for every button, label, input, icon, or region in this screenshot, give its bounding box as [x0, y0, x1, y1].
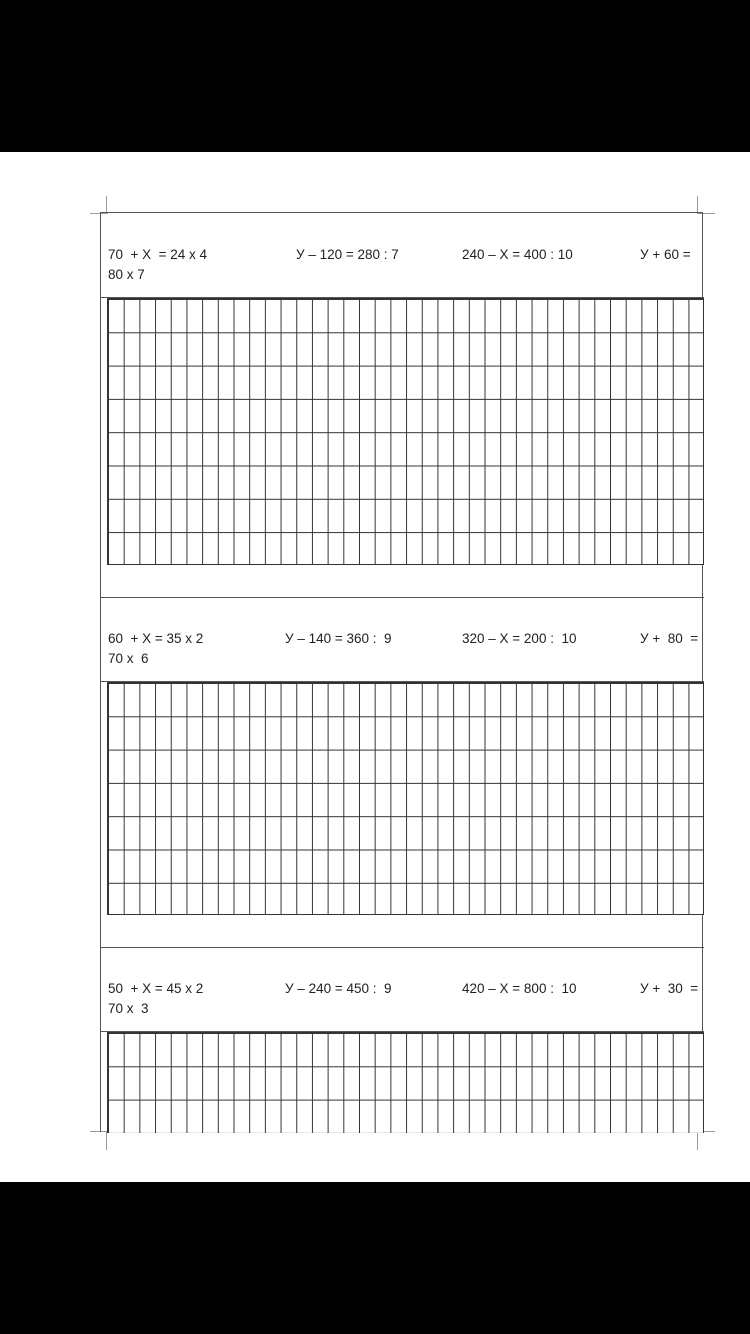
equation-2-3: 320 – X = 200 : 10	[462, 631, 577, 646]
equation-3-3: 420 – X = 800 : 10	[462, 981, 577, 996]
equation-1-4: У + 60 =	[640, 247, 691, 262]
equation-1-3: 240 – X = 400 : 10	[462, 247, 573, 262]
bottom-black-bar	[0, 1182, 750, 1334]
equation-2-1: 60 + X = 35 x 2	[108, 631, 204, 646]
equation-1-1: 70 + X = 24 x 4	[108, 247, 208, 262]
crop-mark-bottom-left-v	[106, 1132, 107, 1150]
answer-grid-2	[107, 682, 704, 915]
exercise-table	[100, 212, 703, 1132]
equation-3-1: 50 + X = 45 x 2	[108, 981, 204, 996]
equation-2-4: У + 80 =	[640, 631, 699, 646]
equation-1-1-continued: 80 x 7	[108, 267, 145, 282]
crop-mark-bottom-right-v	[697, 1132, 698, 1150]
equation-3-4: У + 30 =	[640, 981, 699, 996]
section-divider-2	[101, 947, 704, 948]
answer-grid-3	[107, 1032, 704, 1133]
section-divider-1	[101, 597, 704, 598]
answer-grid-1	[107, 298, 704, 565]
worksheet-page	[0, 152, 750, 1182]
equation-3-2: У – 240 = 450 : 9	[285, 981, 392, 996]
top-black-bar	[0, 0, 750, 152]
equation-3-1-continued: 70 x 3	[108, 1001, 149, 1016]
equation-2-1-continued: 70 x 6	[108, 651, 149, 666]
equation-1-2: У – 120 = 280 : 7	[296, 247, 399, 262]
equation-2-2: У – 140 = 360 : 9	[285, 631, 392, 646]
